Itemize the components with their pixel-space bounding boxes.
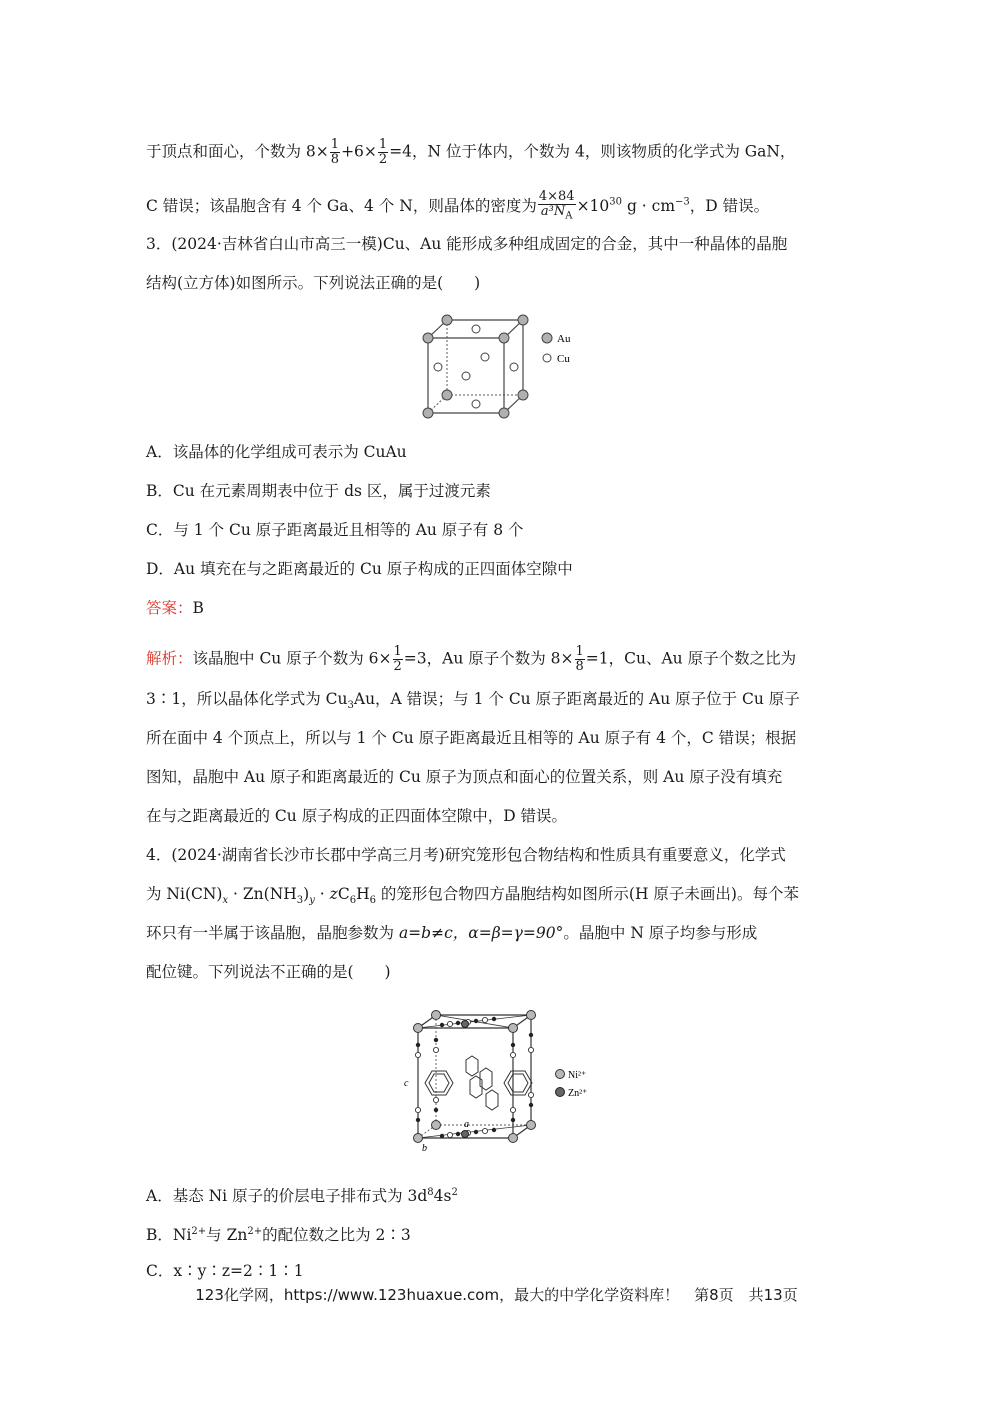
prev-solution-line-2: [146, 190, 858, 224]
legend-au-label: Au: [557, 333, 571, 345]
text: =4，N 位于体内，个数为 4，则该物质的化学式为 GaN，: [389, 142, 796, 161]
subscript: 6: [369, 895, 376, 907]
q4-stem-line-4: 配位键。下列说法不正确的是( ): [146, 963, 391, 981]
lattice-parameters: a=b≠c，α=β=γ=90°: [398, 924, 564, 942]
q3-option-b: B．Cu 在元素周期表中位于 ds 区，属于过渡元素: [146, 482, 491, 500]
ni-atom: [432, 1121, 441, 1130]
ni-atom: [432, 1011, 441, 1020]
q3-analysis-line-3: 所在面中 4 个顶点上，所以与 1 个 Cu 原子距离最近且相等的 Au 原子有 4 个，C 错误；根据: [146, 729, 797, 747]
numerator: 4×84: [538, 189, 575, 204]
au-atom: [518, 315, 528, 325]
ni-atom: [414, 1134, 423, 1143]
denominator-text: a³N: [540, 204, 566, 219]
text: 4s: [433, 1187, 452, 1206]
au-atom: [423, 333, 433, 343]
numerator: 1: [378, 137, 388, 152]
superscript: 2+: [191, 1226, 207, 1237]
cu-atom: [472, 400, 480, 408]
cu-atom: [462, 372, 470, 380]
text: B．Ni: [146, 1226, 192, 1245]
text: ×10: [576, 196, 610, 215]
cu-atom: [434, 363, 442, 371]
q4-option-a: [146, 1182, 858, 1207]
legend-cu-marker: [543, 354, 551, 362]
numerator: 1: [330, 137, 340, 152]
cu-atom: [472, 325, 480, 333]
text: 。晶胞中 N 原子均参与形成: [563, 924, 758, 942]
numerator: 1: [393, 644, 402, 659]
legend-au-marker: [542, 333, 552, 343]
superscript: 2+: [247, 1226, 263, 1237]
text: · Zn(NH: [228, 885, 297, 903]
text: g · cm: [622, 196, 676, 215]
text: 为 Ni(CN): [146, 885, 223, 903]
cu-atom: [510, 363, 518, 371]
au-atom: [518, 390, 528, 400]
legend-zn-label: Zn²⁺: [568, 1088, 588, 1099]
text: 的配位数之比为 2∶3: [262, 1226, 411, 1245]
text: =1，Cu、Au 原子个数之比为: [585, 649, 797, 668]
denominator: 2: [378, 152, 388, 167]
q3-answer: [146, 597, 858, 619]
au-atom: [499, 333, 509, 343]
q3-analysis-line-5: 在与之距离最近的 Cu 原子构成的正四面体空隙中，D 错误。: [146, 807, 568, 825]
subscript-y: y: [309, 895, 315, 907]
denominator: 2: [393, 659, 402, 674]
numerator: 1: [575, 644, 584, 659]
benzene-ring-center-1: [466, 1056, 478, 1076]
q3-option-d: D．Au 填充在与之距离最近的 Cu 原子构成的正四面体空隙中: [146, 560, 573, 578]
legend-ni-label: Ni²⁺: [568, 1070, 587, 1081]
text: 环只有一半属于该晶胞，晶胞参数为: [146, 924, 399, 942]
zn-atom: [462, 1131, 469, 1138]
text: =3，Au 原子个数为 8×: [403, 649, 574, 668]
answer-label: 答案：: [146, 599, 193, 617]
text: C: [337, 885, 350, 903]
denominator: [538, 205, 576, 224]
coefficient-z: z: [329, 885, 338, 903]
q3-analysis-line-1: [146, 645, 858, 674]
text: 该晶胞中 Cu 原子个数为 6×: [192, 649, 392, 668]
zn-atom: [462, 1021, 469, 1028]
ni-atom: [527, 1121, 536, 1130]
superscript: 2: [451, 1187, 458, 1198]
prev-solution-line-1: [146, 138, 858, 167]
ni-atom: [414, 1024, 423, 1033]
fraction: [330, 138, 340, 167]
superscript: 30: [609, 196, 623, 208]
text: H: [356, 885, 370, 903]
benzene-ring-center-3: [470, 1076, 482, 1098]
q3-stem-line-1: 3．(2024·吉林省白山市高三一模)Cu、Au 能形成多种组成固定的合金，其中一种晶体的晶胞: [146, 235, 788, 253]
text: C 错误；该晶胞含有 4 个 Ga、4 个 N，则晶体的密度为: [146, 196, 537, 215]
superscript: 8: [427, 1187, 434, 1198]
q4-stem-line-1: 4．(2024·湖南省长沙市长郡中学高三月考)研究笼形包合物结构和性质具有重要意义，化学式: [146, 846, 786, 864]
text: A．基态 Ni 原子的价层电子排布式为 3d: [146, 1187, 428, 1206]
text: Au，A 错误；与 1 个 Cu 原子距离最近的 Au 原子位于 Cu 原子: [353, 690, 800, 708]
text: 于顶点和面心，个数为 8×: [146, 142, 329, 161]
legend-ni-marker: [556, 1070, 565, 1079]
au-atom: [423, 408, 433, 418]
answer-value: B: [192, 599, 204, 617]
axis-label-a: a: [464, 1119, 469, 1130]
text: +6×: [341, 142, 377, 161]
q4-stem-line-3: [146, 922, 858, 944]
q3-stem-line-2: 结构(立方体)如图所示。下列说法正确的是( ): [146, 274, 481, 292]
subscript: 3: [347, 700, 354, 712]
superscript: −3: [675, 196, 690, 208]
legend-zn-marker: [556, 1088, 565, 1097]
q4-stem-line-2: [146, 883, 858, 912]
fraction: [378, 138, 388, 167]
benzene-ring-center-4: [486, 1090, 498, 1110]
axis-label-c: c: [404, 1078, 409, 1089]
subscript-x: x: [222, 895, 229, 907]
q3-unit-cell-figure: [420, 310, 590, 425]
subscript: 6: [349, 895, 357, 907]
denominator: 8: [575, 659, 584, 674]
ni-atom: [509, 1134, 518, 1143]
ni-atom: [527, 1011, 536, 1020]
fraction: [538, 190, 576, 224]
page-footer: 123化学网，https://www.123huaxue.com，最大的中学化学资料库！ 第8页 共13页: [195, 1286, 798, 1304]
q4-option-c: C．x∶y∶z=2∶1∶1: [146, 1262, 304, 1280]
q3-analysis-line-2: [146, 688, 858, 717]
subscript: A: [565, 210, 573, 222]
q4-option-b: [146, 1221, 858, 1246]
subscript: 3: [296, 895, 304, 907]
legend-cu-label: Cu: [557, 353, 570, 365]
q4-unit-cell-figure: [398, 1010, 598, 1154]
au-atom: [442, 315, 452, 325]
q3-analysis-line-4: 图知，晶胞中 Au 原子和距离最近的 Cu 原子为顶点和面心的位置关系，则 Au 原子没有填充: [146, 768, 783, 786]
fraction: [393, 645, 403, 674]
text: 的笼形包合物四方晶胞结构如图所示(H 原子未画出)。每个苯: [375, 885, 799, 903]
fraction: [575, 645, 585, 674]
denominator: 8: [330, 152, 340, 167]
cu-atom: [481, 353, 489, 361]
q3-option-c: C．与 1 个 Cu 原子距离最近且相等的 Au 原子有 8 个: [146, 521, 524, 539]
text: ·: [314, 885, 330, 903]
ni-atom: [509, 1024, 518, 1033]
text: ，D 错误。: [689, 196, 770, 215]
axis-label-b: b: [422, 1143, 427, 1154]
au-atom: [499, 408, 509, 418]
au-atom: [442, 390, 452, 400]
text: ): [303, 885, 310, 903]
q3-option-a: A．该晶体的化学组成可表示为 CuAu: [146, 443, 407, 461]
text: 3∶1，所以晶体化学式为 Cu: [146, 690, 348, 708]
text: 与 Zn: [206, 1226, 248, 1245]
analysis-label: 解析：: [146, 649, 193, 668]
